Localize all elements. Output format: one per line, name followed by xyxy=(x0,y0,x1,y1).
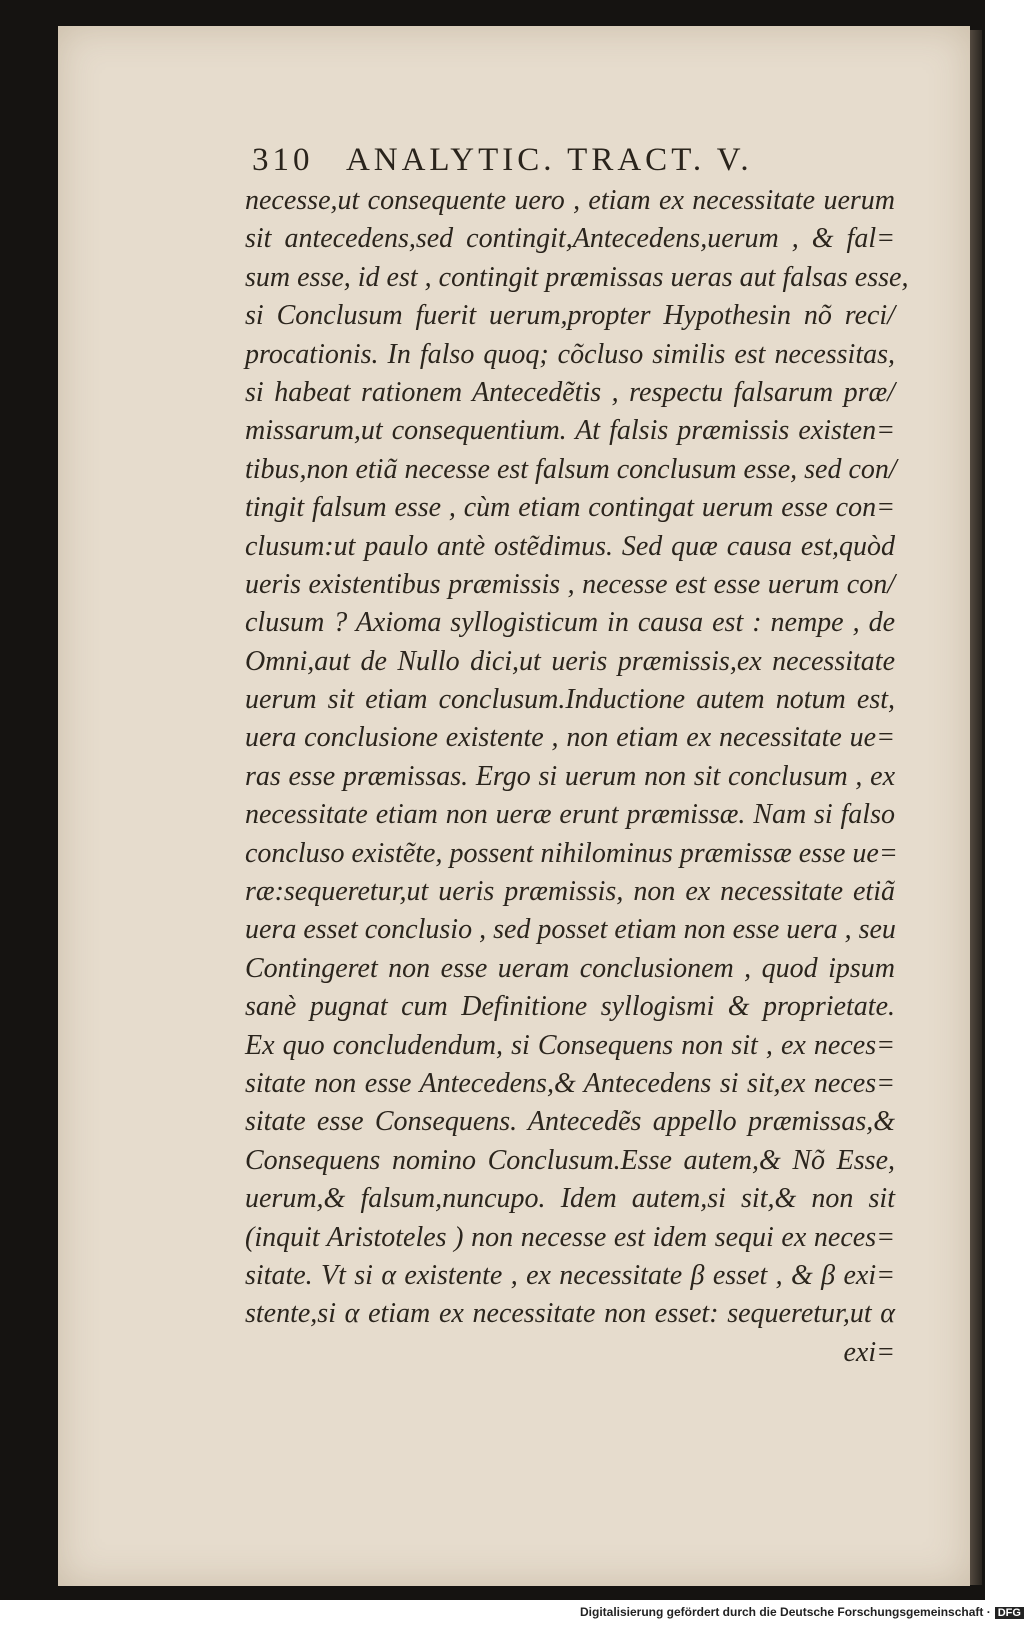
running-title: ANALYTIC. TRACT. V. xyxy=(345,142,753,178)
text-line: uerum sit etiam conclusum.Inductione autem notum est, xyxy=(245,684,895,716)
running-header xyxy=(252,142,872,182)
text-line: missarum,ut consequentium. At falsis præmissis existen= xyxy=(245,415,895,447)
text-line: sitate esse Consequens. Antecedẽs appello præmissas,& xyxy=(245,1106,895,1138)
text-line: ras esse præmissas. Ergo si uerum non sit conclusum , ex xyxy=(245,760,895,792)
text-line: tingit falsum esse , cùm etiam contingat uerum esse con= xyxy=(245,492,895,524)
text-line: tibus,non etiã necesse est falsum conclusum esse, sed con/ xyxy=(245,453,897,485)
text-line: Omni,aut de Nullo dici,ut ueris præmissis,ex necessitate xyxy=(245,645,895,677)
text-line: stente,si α etiam ex necessitate non esset: sequeretur,ut α xyxy=(245,1298,895,1330)
footer-credit xyxy=(580,1605,1021,1623)
body-text xyxy=(245,182,909,1372)
text-line: Ex quo concludendum, si Consequens non sit , ex neces= xyxy=(245,1029,895,1061)
text-line: clusum ? Axioma syllogisticum in causa est : nempe , de xyxy=(245,607,895,639)
text-line: sit antecedens,sed contingit,Antecedens,uerum , & fal= xyxy=(245,223,895,255)
text-line: uera esset conclusio , sed posset etiam non esse uera , seu xyxy=(245,914,896,946)
text-line: necesse,ut consequente uero , etiam ex necessitate uerum xyxy=(245,185,895,216)
page-edge xyxy=(968,30,982,1585)
text-line: si Conclusum fuerit uerum,propter Hypothesin nõ reci/ xyxy=(245,300,895,332)
text-line: ræ:sequeretur,ut ueris præmissis, non ex necessitate etiã xyxy=(245,876,895,908)
page-number: 310 xyxy=(252,142,314,178)
text-line: sitate. Vt si α existente , ex necessitate β esset , & β exi= xyxy=(245,1259,895,1291)
text-line: concluso existẽte, possent nihilominus præmissæ esse ue= xyxy=(245,837,898,869)
funding-credit: Digitalisierung gefördert durch die Deutsche Forschungsgemeinschaft · xyxy=(580,1605,991,1619)
dfg-logo: DFG xyxy=(995,1607,1024,1619)
text-line: clusum:ut paulo antè ostẽdimus. Sed quæ causa est,quòd xyxy=(245,530,895,562)
text-line: uerum,& falsum,nuncupo. Idem autem,si sit,& non sit xyxy=(245,1183,895,1215)
text-line: Consequens nomino Conclusum.Esse autem,& Nõ Esse, xyxy=(245,1144,895,1176)
text-line: sum esse, id est , contingit præmissas ueras aut falsas esse, xyxy=(245,261,909,293)
text-line: sitate non esse Antecedens,& Antecedens si sit,ex neces= xyxy=(245,1067,895,1099)
text-line: ueris existentibus præmissis , necesse est esse uerum con/ xyxy=(245,568,895,600)
text-line: necessitate etiam non ueræ erunt præmissæ. Nam si falso xyxy=(245,799,895,831)
text-line: Contingeret non esse ueram conclusionem , quod ipsum xyxy=(245,952,895,984)
text-line: uera conclusione existente , non etiam ex necessitate ue= xyxy=(245,722,895,754)
text-line: si habeat rationem Antecedẽtis , respectu falsarum præ/ xyxy=(245,376,895,408)
text-line: sanè pugnat cum Definitione syllogismi & proprietate. xyxy=(245,991,895,1023)
text-line: (inquit Aristoteles ) non necesse est idem sequi ex neces= xyxy=(245,1221,895,1253)
text-line: exi= xyxy=(843,1336,895,1368)
text-line: procationis. In falso quoq; cõcluso similis est necessitas, xyxy=(245,338,895,370)
